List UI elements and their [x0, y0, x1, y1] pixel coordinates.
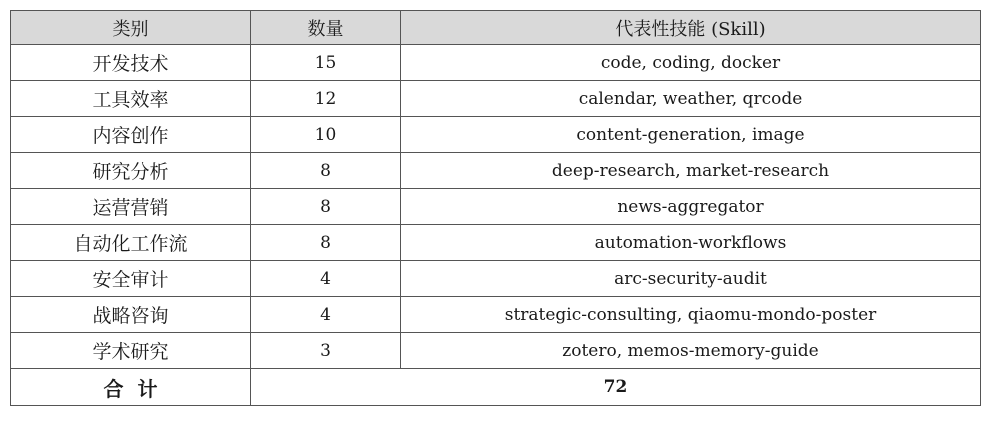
category-cell: 战略咨询: [11, 297, 251, 333]
table-row: [11, 117, 981, 153]
count-cell: 8: [251, 189, 401, 225]
category-cell: 研究分析: [11, 153, 251, 189]
count-cell: 15: [251, 45, 401, 81]
category-cell: 内容创作: [11, 117, 251, 153]
count-cell: 4: [251, 297, 401, 333]
count-cell: 8: [251, 153, 401, 189]
count-cell: 8: [251, 225, 401, 261]
table-row: [11, 225, 981, 261]
total-label: 合计: [11, 369, 251, 406]
table-row: [11, 297, 981, 333]
category-cell: 工具效率: [11, 81, 251, 117]
count-cell: 3: [251, 333, 401, 369]
header-skills: 代表性技能 (Skill): [401, 11, 981, 45]
skills-cell: automation-workflows: [401, 225, 981, 261]
table-row: [11, 333, 981, 369]
category-cell: 安全审计: [11, 261, 251, 297]
header-category: 类别: [11, 11, 251, 45]
category-cell: 学术研究: [11, 333, 251, 369]
table-row: [11, 45, 981, 81]
table-row: [11, 261, 981, 297]
skills-cell: deep-research, market-research: [401, 153, 981, 189]
skills-cell: strategic-consulting, qiaomu-mondo-poster: [401, 297, 981, 333]
skills-cell: news-aggregator: [401, 189, 981, 225]
total-row: [11, 369, 981, 406]
table-header: [11, 11, 981, 45]
count-cell: 12: [251, 81, 401, 117]
header-count: 数量: [251, 11, 401, 45]
skills-cell: content-generation, image: [401, 117, 981, 153]
count-cell: 10: [251, 117, 401, 153]
total-value: 72: [251, 369, 981, 406]
category-cell: 运营营销: [11, 189, 251, 225]
skills-cell: arc-security-audit: [401, 261, 981, 297]
header-row: [11, 11, 981, 45]
table-row: [11, 189, 981, 225]
table-body: [11, 45, 981, 406]
skills-cell: zotero, memos-memory-guide: [401, 333, 981, 369]
category-cell: 自动化工作流: [11, 225, 251, 261]
skills-category-table: [10, 10, 981, 406]
table-row: [11, 153, 981, 189]
table-row: [11, 81, 981, 117]
skills-cell: calendar, weather, qrcode: [401, 81, 981, 117]
category-cell: 开发技术: [11, 45, 251, 81]
skills-cell: code, coding, docker: [401, 45, 981, 81]
count-cell: 4: [251, 261, 401, 297]
